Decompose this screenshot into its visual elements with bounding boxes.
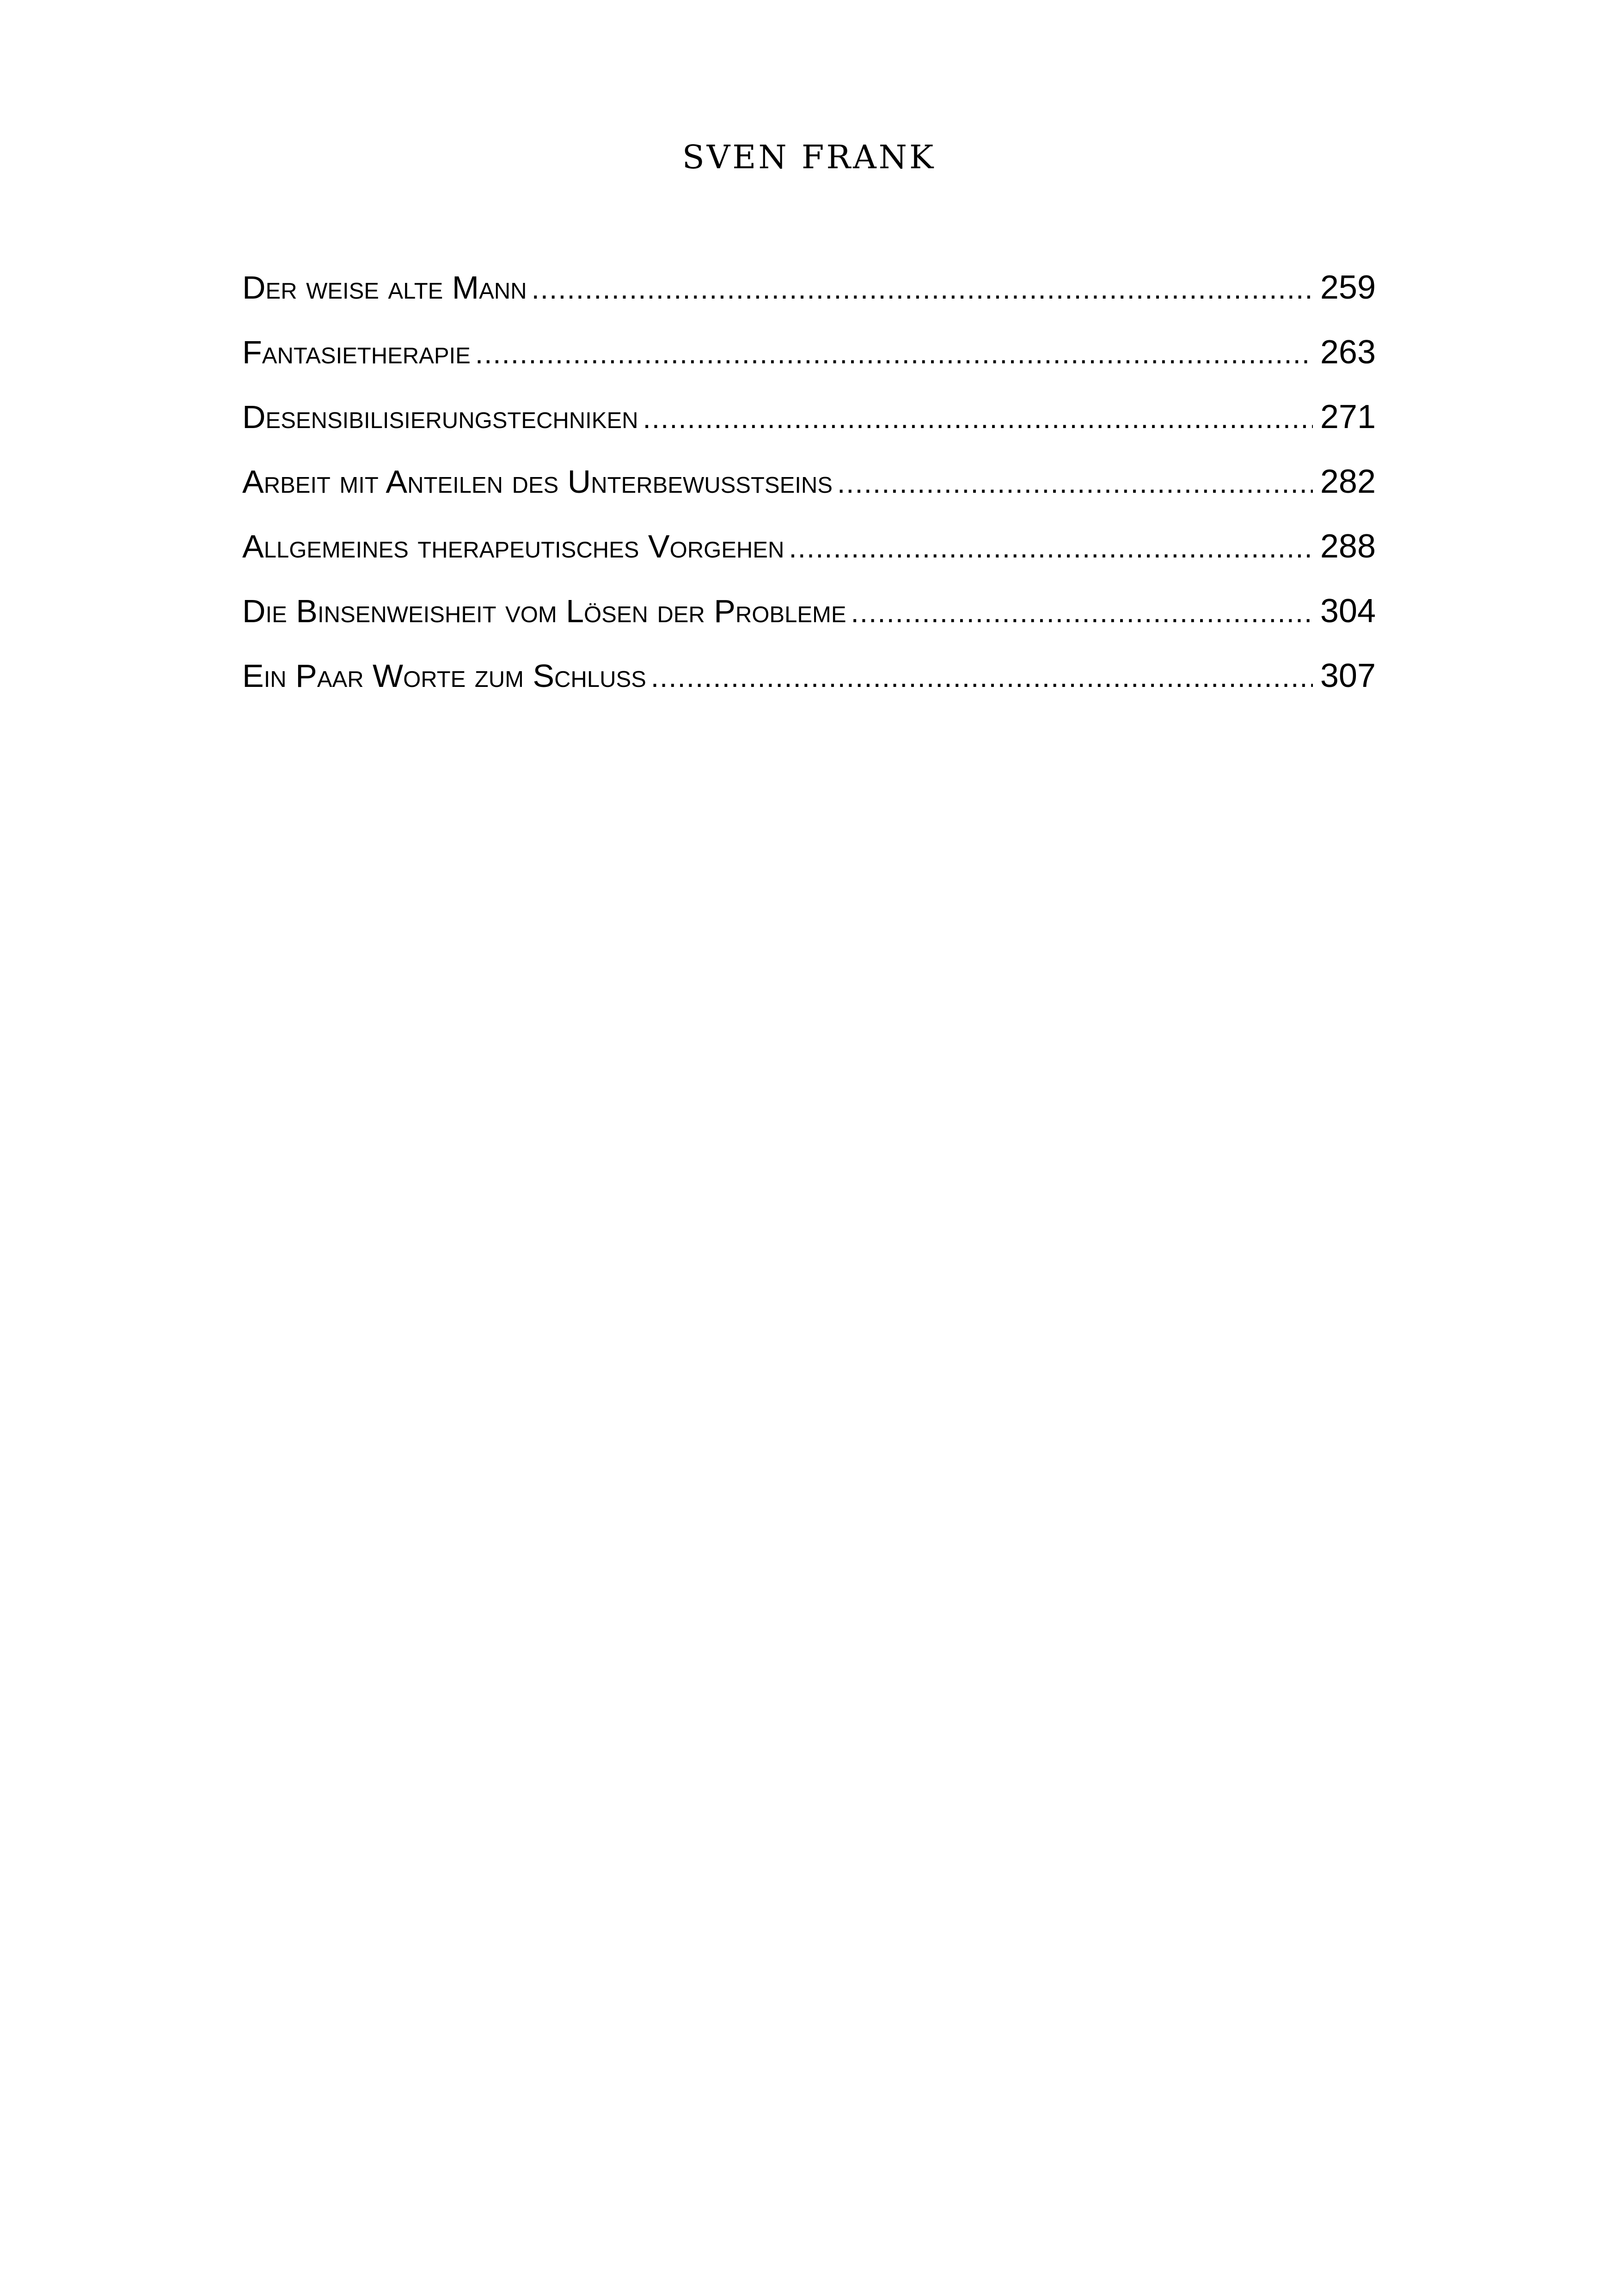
toc-entry-title: Desensibilisierungstechniken — [242, 399, 638, 435]
toc-entry[interactable] — [242, 588, 1376, 653]
toc-dot-leader — [532, 266, 1313, 312]
toc-entry-title: Die Binsenweisheit vom Lösen der Probleme — [242, 593, 846, 629]
toc-entry-page: 271 — [1320, 398, 1376, 435]
toc-entry[interactable] — [242, 394, 1376, 459]
toc-entry-title: Allgemeines therapeutisches Vorgehen — [242, 528, 784, 564]
toc-entry[interactable] — [242, 653, 1376, 717]
toc-dot-leader — [851, 590, 1313, 636]
toc-entry-page: 259 — [1320, 269, 1376, 306]
toc-dot-leader — [643, 396, 1313, 442]
toc-entry-page: 282 — [1320, 463, 1376, 500]
toc-entry[interactable] — [242, 459, 1376, 523]
toc-entry-page: 307 — [1320, 657, 1376, 694]
toc-entry-title: Ein Paar Worte zum Schluss — [242, 658, 646, 694]
toc-dot-leader — [475, 331, 1313, 377]
running-head-author: SVEN FRANK — [682, 138, 936, 176]
toc-entry[interactable] — [242, 523, 1376, 588]
toc-entry-title: Arbeit mit Anteilen des Unterbewusstseins — [242, 464, 833, 500]
toc-entry[interactable] — [242, 329, 1376, 394]
toc-entry-page: 263 — [1320, 334, 1376, 371]
toc-entry-page: 304 — [1320, 593, 1376, 630]
toc-dot-leader — [837, 460, 1313, 507]
toc-dot-leader — [789, 525, 1312, 571]
toc-entry-page: 288 — [1320, 528, 1376, 565]
table-of-contents — [242, 264, 1376, 717]
toc-entry[interactable] — [242, 264, 1376, 329]
toc-dot-leader — [651, 655, 1313, 701]
toc-entry-title: Der weise alte Mann — [242, 269, 527, 306]
toc-entry-title: Fantasietherapie — [242, 334, 471, 370]
